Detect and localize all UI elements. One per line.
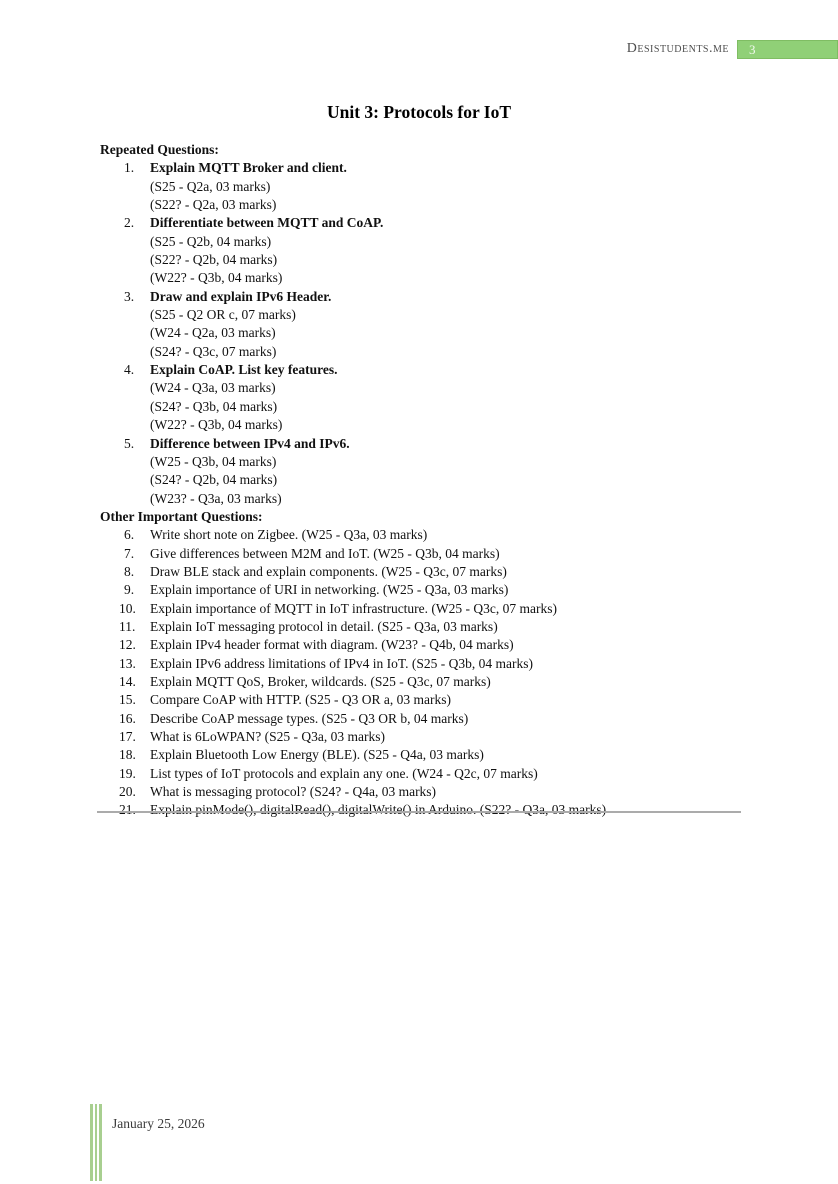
question-text: Explain MQTT Broker and client. [150, 160, 347, 176]
question-number: 11. [119, 618, 136, 634]
footer-accent-lines [90, 1104, 104, 1181]
footer-date: January 25, 2026 [112, 1116, 205, 1131]
question-item [119, 214, 742, 232]
question-text: Differentiate between MQTT and CoAP. [150, 215, 384, 231]
accent-line [90, 1104, 93, 1181]
question-item [119, 435, 742, 453]
question-item [119, 746, 742, 764]
question-item [119, 288, 742, 306]
question-item [119, 618, 742, 636]
marks-line: (W24 - Q3a, 03 marks) [150, 380, 276, 396]
question-item [119, 581, 742, 599]
question-text: Explain Bluetooth Low Energy (BLE). (S25 - Q4a, 03 marks) [150, 747, 484, 763]
question-text: Explain IPv4 header format with diagram. (W23? - Q4b, 04 marks) [150, 637, 514, 653]
marks-line: (S22? - Q2a, 03 marks) [150, 197, 277, 213]
marks-line: (W22? - Q3b, 04 marks) [150, 417, 283, 433]
question-item [119, 563, 742, 581]
question-text: Explain pinMode(), digitalRead(), digitalWrite() in Arduino. (S22? - Q3a, 03 marks) [150, 802, 607, 818]
questions-content [100, 141, 742, 820]
question-number: 4. [124, 362, 135, 378]
question-number: 19. [119, 765, 136, 781]
question-item [119, 526, 742, 544]
question-number: 1. [124, 160, 135, 176]
question-text: Compare CoAP with HTTP. (S25 - Q3 OR a, 03 marks) [150, 692, 451, 708]
question-number: 2. [124, 215, 135, 231]
accent-line [99, 1104, 102, 1181]
question-text: What is 6LoWPAN? (S25 - Q3a, 03 marks) [150, 729, 385, 744]
question-number: 20. [119, 784, 136, 800]
question-item [119, 655, 742, 673]
question-number: 13. [119, 655, 136, 671]
marks-line: (W23? - Q3a, 03 marks) [150, 490, 282, 506]
marks-line: (S24? - Q3b, 04 marks) [150, 398, 278, 414]
question-number: 17. [119, 729, 136, 744]
marks-line: (S25 - Q2a, 03 marks) [150, 178, 271, 194]
question-text: Draw and explain IPv6 Header. [150, 288, 332, 304]
marks-line: (W22? - Q3b, 04 marks) [150, 270, 283, 286]
question-number: 15. [119, 692, 136, 708]
question-item [119, 545, 742, 563]
question-text: Explain IoT messaging protocol in detail. (S25 - Q3a, 03 marks) [150, 618, 498, 634]
question-number: 7. [124, 545, 135, 561]
question-text: Explain MQTT QoS, Broker, wildcards. (S25 - Q3c, 07 marks) [150, 673, 491, 689]
question-item [119, 783, 742, 801]
site-name: Desistudents.me [626, 41, 729, 56]
question-number: 6. [124, 527, 135, 543]
marks-line: (S24? - Q2b, 04 marks) [150, 472, 278, 488]
question-text: Explain importance of URI in networking. (W25 - Q3a, 03 marks) [150, 582, 509, 598]
question-item [119, 600, 742, 618]
question-text: Draw BLE stack and explain components. (W25 - Q3c, 07 marks) [150, 563, 507, 579]
question-number: 14. [119, 673, 136, 689]
question-number: 12. [119, 637, 136, 653]
question-number: 9. [124, 582, 135, 598]
question-number: 3. [124, 288, 135, 304]
question-text: List types of IoT protocols and explain any one. (W24 - Q2c, 07 marks) [150, 765, 538, 781]
question-number: 8. [124, 563, 135, 579]
question-text: Describe CoAP message types. (S25 - Q3 OR b, 04 marks) [150, 710, 469, 726]
page-number: 3 [749, 42, 756, 57]
marks-line: (S24? - Q3c, 07 marks) [150, 343, 277, 359]
question-number: 21. [119, 802, 136, 818]
question-number: 10. [119, 600, 136, 616]
section-heading: Other Important Questions: [100, 508, 263, 524]
marks-line: (S25 - Q2b, 04 marks) [150, 233, 272, 249]
page-title: Unit 3: Protocols for IoT [326, 102, 512, 122]
question-item [119, 636, 742, 654]
question-item [119, 159, 742, 177]
page-number-badge [737, 40, 838, 59]
question-number: 16. [119, 710, 136, 726]
question-text: Give differences between M2M and IoT. (W25 - Q3b, 04 marks) [150, 545, 500, 561]
question-item [119, 710, 742, 728]
horizontal-divider [97, 811, 741, 813]
question-number: 5. [124, 435, 135, 451]
marks-line: (W24 - Q2a, 03 marks) [150, 325, 276, 341]
question-text: Difference between IPv4 and IPv6. [150, 435, 350, 451]
marks-line: (S22? - Q2b, 04 marks) [150, 252, 278, 268]
question-number: 18. [119, 747, 136, 763]
question-item [119, 673, 742, 691]
question-item [119, 765, 742, 783]
marks-line: (W25 - Q3b, 04 marks) [150, 453, 277, 469]
accent-line [95, 1104, 98, 1181]
question-item [119, 361, 742, 379]
question-text: Explain IPv6 address limitations of IPv4 in IoT. (S25 - Q3b, 04 marks) [150, 655, 533, 671]
section-heading: Repeated Questions: [100, 142, 219, 157]
question-text: Explain CoAP. List key features. [150, 362, 338, 378]
question-text: Explain importance of MQTT in IoT infrastructure. (W25 - Q3c, 07 marks) [150, 600, 558, 616]
question-text: Write short note on Zigbee. (W25 - Q3a, 03 marks) [150, 527, 428, 543]
question-item [119, 691, 742, 709]
question-text: What is messaging protocol? (S24? - Q4a, 03 marks) [150, 784, 437, 800]
marks-line: (S25 - Q2 OR c, 07 marks) [150, 307, 296, 323]
question-item [119, 728, 742, 746]
